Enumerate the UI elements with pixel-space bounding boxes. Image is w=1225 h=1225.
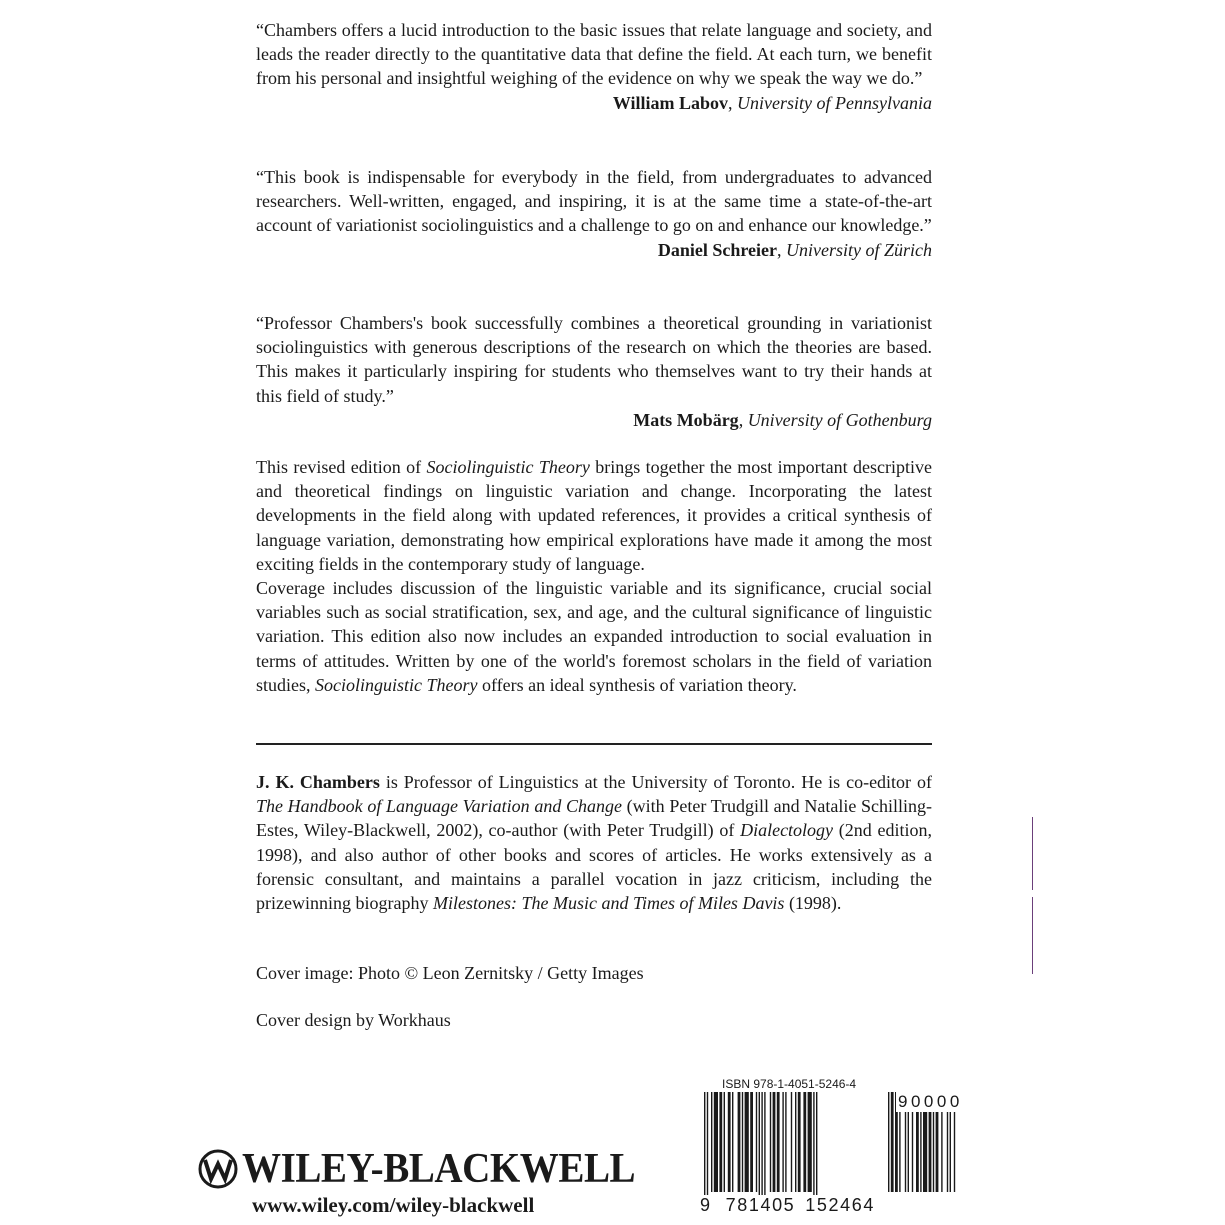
barcode-addon-digits: 90000 (898, 1092, 963, 1111)
barcode-bar (745, 1092, 749, 1192)
publisher-name: WILEY-BLACKWELL (242, 1146, 636, 1192)
bio-text: (1998). (784, 893, 842, 914)
description-text: Coverage includes discussion of the linguistic variable and its significance, crucial social variables such as social stratification, sex, and age, and the cultural significance of linguistic variation. This edition also now includes an expanded introduction to social evaluation in terms of attitudes. Written by one of the world's foremost scholars in the field of variation studies, (256, 578, 932, 695)
barcode-bar (791, 1092, 792, 1192)
barcode-bar (707, 1092, 708, 1210)
barcode-bar (704, 1092, 705, 1210)
isbn-label: ISBN 978-1-4051-5246-4 (722, 1077, 857, 1091)
endorsement-attribution: William Labov, University of Pennsylvania (612, 92, 932, 113)
bio-text: (with Peter Trudgill and Natalie Schilling-Estes, Wiley-Blackwell, 2002), co-author (with Peter Trudgill) of (256, 796, 932, 841)
barcode-lead-digit: 9 (700, 1195, 712, 1215)
barcode-bar (732, 1092, 733, 1192)
author-name: J. K. Chambers (256, 772, 380, 792)
endorsement-mobarg (256, 311, 932, 432)
barcode-bar (756, 1092, 757, 1192)
description-paragraph (256, 576, 932, 697)
publisher-logo (198, 1148, 665, 1190)
barcode-bar (785, 1092, 786, 1192)
endorser-name: William Labov (612, 92, 729, 113)
barcode-bar (816, 1092, 817, 1210)
barcode-bar (761, 1092, 762, 1210)
book-title: Sociolinguistic Theory (426, 457, 590, 477)
barcode-digit-group: 152464 (805, 1195, 875, 1215)
book-description (256, 455, 932, 697)
publisher-url: www.wiley.com/wiley-blackwell (252, 1193, 535, 1217)
barcode-bar (813, 1092, 814, 1210)
barcode-bar (808, 1092, 812, 1192)
endorser-name: Daniel Schreier (657, 239, 777, 260)
bio-text: (2nd edition, 1998), and also author of other books and scores of articles. He works extensively as a forensic consultant, and maintains a parallel vocation in jazz criticism, including the prizewinning biography (256, 820, 932, 914)
barcode-bar (764, 1092, 765, 1210)
author-bio (256, 770, 932, 915)
description-paragraph (256, 455, 932, 576)
section-divider (256, 743, 932, 745)
endorsement-attribution: Mats Mobärg, University of Gothenburg (633, 409, 932, 430)
endorser-affiliation: University of Zürich (786, 239, 932, 260)
barcode-bar (711, 1092, 712, 1192)
description-text: offers an ideal synthesis of variation theory. (477, 674, 797, 695)
barcode-bar (773, 1092, 776, 1192)
endorsement-attribution: Daniel Schreier, University of Zürich (657, 239, 932, 260)
endorsement-quote: “Professor Chambers's book successfully combines a theoretical grounding in variationist sociolinguistics with generous descriptions of the research on which the theories are based. This makes it particularly inspiring for students who themselves want to try their hands at this field of study.” (256, 313, 932, 406)
barcode-bar (724, 1092, 725, 1192)
barcode-bar (719, 1092, 722, 1192)
barcode-bar (777, 1092, 780, 1192)
barcode-bar (742, 1092, 743, 1192)
book-title: Dialectology (740, 820, 834, 841)
barcode-bar (782, 1092, 783, 1192)
barcode-digit-group: 781405 (725, 1195, 796, 1215)
cover-design-credit: Cover design by Workhaus (256, 1010, 451, 1030)
endorsement-labov (256, 18, 932, 115)
book-title: Milestones: The Music and Times of Miles Davis (432, 893, 785, 914)
endorsement-quote: “Chambers offers a lucid introduction to the basic issues that relate language and society, and leads the reader directly to the quantitative data that define the field. At each turn, we benefit from his personal and insightful weighing of the evidence on why we speak the way we do.” (256, 20, 932, 89)
bio-text: is Professor of Linguistics at the University of Toronto. He is co-editor of (379, 772, 932, 792)
cover-image-credit: Cover image: Photo © Leon Zernitsky / Getty Images (256, 963, 644, 983)
book-title: Sociolinguistic Theory (315, 674, 478, 695)
barcode-bar (795, 1092, 796, 1192)
barcode-bar (738, 1092, 741, 1192)
barcode-bar (759, 1092, 760, 1210)
wiley-blackwell-emblem-icon (198, 1149, 238, 1189)
barcode-bar (728, 1092, 731, 1192)
endorsement-quote: “This book is indispensable for everybody in the field, from undergraduates to advanced researchers. Well-written, engaged, and inspiring, it is at the same time a state-of-the-art account of variationist sociolinguistics and a challenge to go on and enhance our knowledge.” (256, 167, 932, 236)
spine-edge-line (1032, 897, 1033, 974)
description-text: This revised edition of (256, 457, 427, 477)
endorser-affiliation: University of Pennsylvania (737, 92, 932, 113)
bio-paragraph (256, 770, 932, 915)
endorsement-schreier (256, 165, 932, 262)
barcode-bar (888, 1092, 889, 1192)
barcode-bar (803, 1092, 806, 1192)
barcode-bar (891, 1092, 894, 1192)
endorser-affiliation: University of Gothenburg (747, 409, 932, 430)
barcode-bar (750, 1092, 753, 1192)
endorser-name: Mats Mobärg (633, 409, 739, 430)
description-text: brings together the most important descriptive and theoretical findings on linguistic variation and change. Incorporating the latest developments in the field along with updated references, it provides a critical synthesis of language variation, demonstrating how empirical explorations have made it among the most exciting fields in the contemporary study of language. (256, 457, 932, 574)
barcode-digits (700, 1194, 880, 1216)
book-title: The Handbook of Language Variation and Change (256, 796, 622, 817)
barcode-bar (798, 1092, 801, 1192)
barcode-bar (714, 1092, 718, 1192)
spine-edge-line (1032, 817, 1033, 890)
barcode-bar (770, 1092, 771, 1192)
